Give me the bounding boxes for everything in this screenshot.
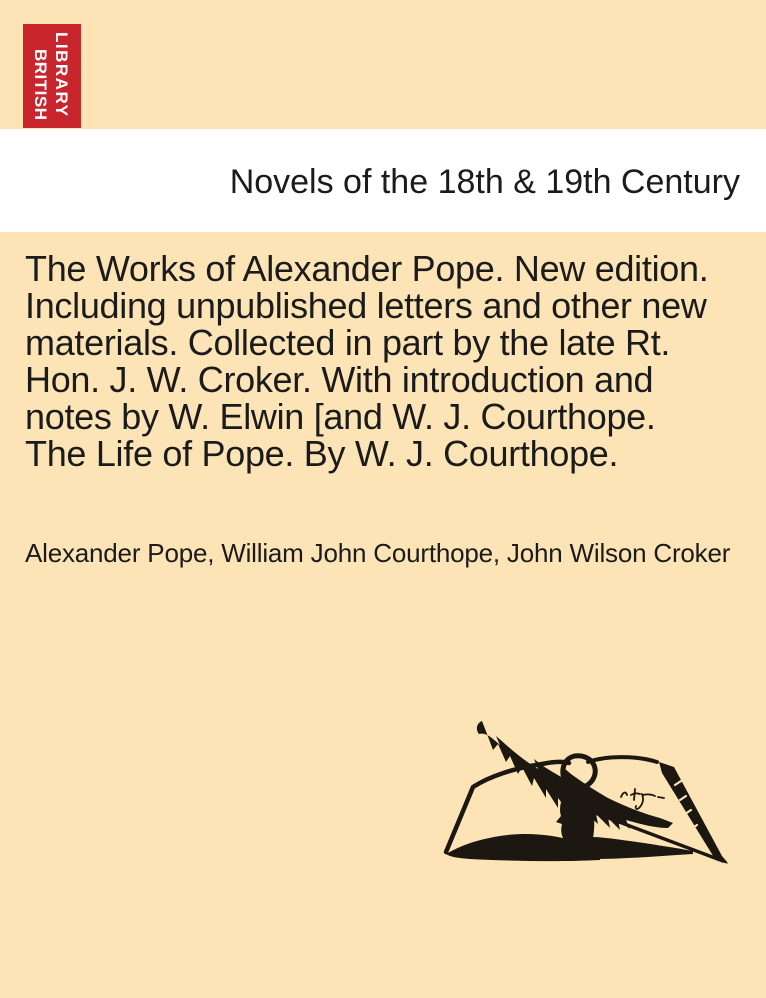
open-book-quill-illustration — [430, 710, 740, 875]
logo-word-british: BRITISH — [31, 49, 50, 121]
title-line: notes by W. Elwin [and W. J. Courthope. — [25, 396, 656, 437]
title-line: Hon. J. W. Croker. With introduction and — [25, 359, 654, 400]
series-banner — [0, 129, 766, 232]
series-title: Novels of the 18th & 19th Century — [229, 163, 740, 201]
book-title — [25, 250, 751, 472]
title-line: materials. Collected in part by the late Rt. — [25, 322, 671, 363]
title-line: Including unpublished letters and other new — [25, 285, 707, 326]
title-line: The Life of Pope. By W. J. Courthope. — [25, 433, 619, 474]
british-library-logo — [23, 24, 81, 128]
logo-word-library: LIBRARY — [52, 32, 71, 118]
title-line: The Works of Alexander Pope. New edition. — [25, 248, 709, 289]
authors-line: Alexander Pope, William John Courthope, John Wilson Croker — [25, 538, 731, 568]
